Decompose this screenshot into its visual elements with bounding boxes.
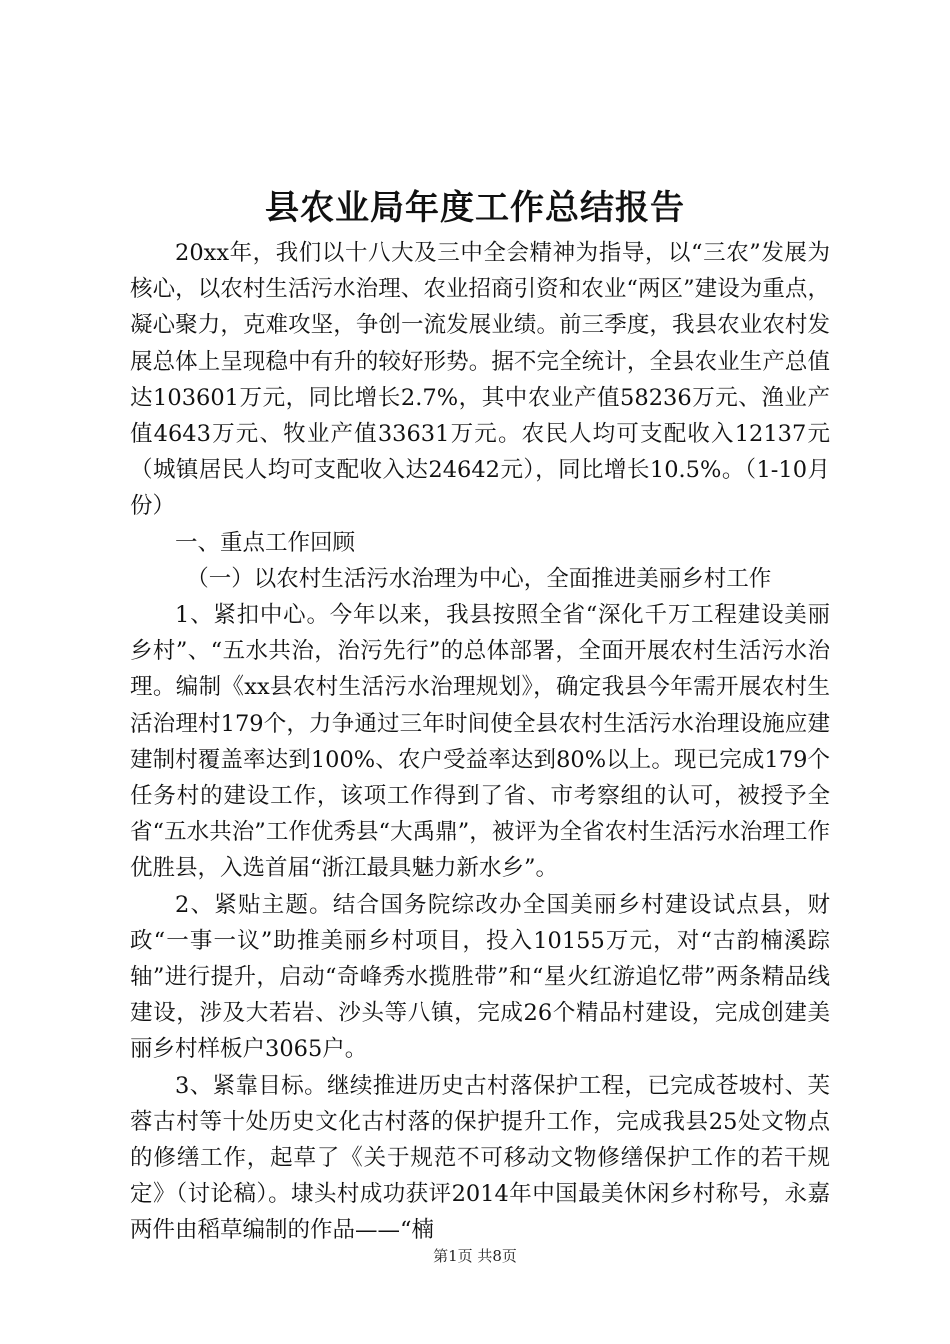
body-paragraph: 3、紧靠目标。继续推进历史古村落保护工程，已完成苍坡村、芙蓉古村等十处历史文化古村落的保护提升工作，完成我县25处文物点的修缮工作，起草了《关于规范不可移动文物修缮保护工作的若干规定》（讨论稿）。埭头村成功获评2014年中国最美休闲乡村称号，永嘉两件由稻草编制的作品——“楠 [130,1072,830,1244]
body-paragraph: 2、紧贴主题。结合国务院综改办全国美丽乡村建设试点县，财政“一事一议”助推美丽乡村项目，投入10155万元，对“古韵楠溪踪轴”进行提升，启动“奇峰秀水揽胜带”和“星火红游追忆带”两条精品线建设，涉及大若岩、沙头等八镇，完成26个精品村建设，完成创建美丽乡村样板户3065户。 [130,891,830,1063]
subsection-heading: （一）以农村生活污水治理为中心，全面推进美丽乡村工作 [186,565,772,592]
body-paragraph: 1、紧扣中心。今年以来，我县按照全省“深化千万工程建设美丽乡村”、“五水共治，治污先行”的总体部署，全面开展农村生活污水治理。编制《xx县农村生活污水治理规划》，确定我县今年需开展农村生活治理村179个，力争通过三年时间使全县农村生活污水治理设施应建建制村覆盖率达到100%、农户受益率达到80%以上。现已完成179个任务村的建设工作，该项工作得到了省、市考察组的认可，被授予全省“五水共治”工作优秀县“大禹鼎”，被评为全省农村生活污水治理工作优胜县，入选首届“浙江最具魅力新水乡”。 [130,602,830,882]
document-title: 县农业局年度工作总结报告 [265,188,685,228]
page-number-footer: 第1页 共8页 [433,1247,517,1265]
section-heading: 一、重点工作回顾 [175,529,356,556]
intro-paragraph: 20xx年，我们以十八大及三中全会精神为指导，以“三农”发展为核心，以农村生活污水治理、农业招商引资和农业“两区”建设为重点，凝心聚力，克难攻坚，争创一流发展业绩。前三季度，我县农业农村发展总体上呈现稳中有升的较好形势。据不完全统计，全县农业生产总值达103601万元，同比增长2.7%，其中农业产值58236万元、渔业产值4643万元、牧业产值33631万元。农民人均可支配收入12137元（城镇居民人均可支配收入达24642元），同比增长10.5%。（1-10月份） [130,240,830,520]
document-body [130,235,830,1249]
